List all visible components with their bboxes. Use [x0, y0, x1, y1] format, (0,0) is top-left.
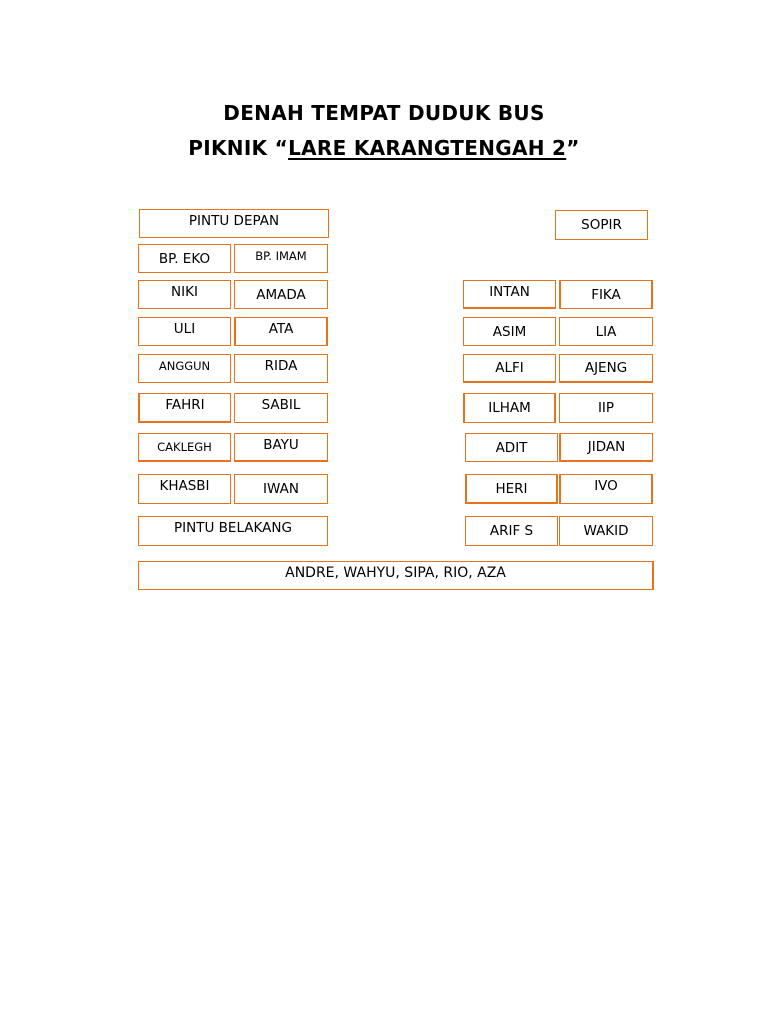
seat-right-6b: IVO [559, 474, 653, 504]
page-subtitle [0, 136, 768, 160]
seat-left-5a: FAHRI [138, 393, 231, 423]
seat-left-6b: BAYU [234, 433, 328, 462]
subtitle-suffix: ” [566, 136, 580, 160]
seat-left-3b: ATA [234, 317, 328, 346]
rear-door: PINTU BELAKANG [138, 516, 328, 546]
seat-left-1a: BP. EKO [138, 244, 231, 273]
back-row-seat: ANDRE, WAHYU, SIPA, RIO, AZA [138, 561, 654, 590]
seat-left-6a: CAKLEGH [138, 433, 231, 462]
seat-left-2b: AMADA [234, 280, 328, 309]
seat-right-7b: WAKID [559, 516, 653, 546]
seat-left-7b: IWAN [234, 474, 328, 504]
seat-left-7a: KHASBI [138, 474, 231, 504]
seat-right-5a: ADIT [465, 433, 558, 462]
seat-left-4b: RIDA [234, 354, 328, 383]
seat-right-2a: ASIM [463, 317, 556, 346]
seat-right-4b: IIP [559, 393, 653, 423]
seat-right-4a: ILHAM [463, 393, 556, 423]
seat-left-5b: SABIL [234, 393, 328, 423]
front-door: PINTU DEPAN [139, 209, 329, 238]
seat-left-4a: ANGGUN [138, 354, 231, 383]
seat-right-1a: INTAN [463, 280, 556, 309]
subtitle-prefix: PIKNIK “ [188, 136, 289, 160]
seat-left-2a: NIKI [138, 280, 231, 309]
seat-right-3b: AJENG [559, 354, 653, 383]
seat-right-5b: JIDAN [559, 433, 653, 462]
page-title: DENAH TEMPAT DUDUK BUS [223, 101, 545, 125]
seat-right-3a: ALFI [463, 354, 556, 383]
group-name: LARE KARANGTENGAH 2 [288, 136, 567, 160]
seat-left-1b: BP. IMAM [234, 244, 328, 273]
seat-right-1b: FIKA [559, 280, 653, 309]
seat-right-6a: HERI [465, 474, 558, 504]
driver-seat: SOPIR [555, 210, 648, 240]
seat-right-2b: LIA [559, 317, 653, 346]
seat-right-7a: ARIF S [465, 516, 558, 546]
seat-left-3a: ULI [138, 317, 231, 346]
